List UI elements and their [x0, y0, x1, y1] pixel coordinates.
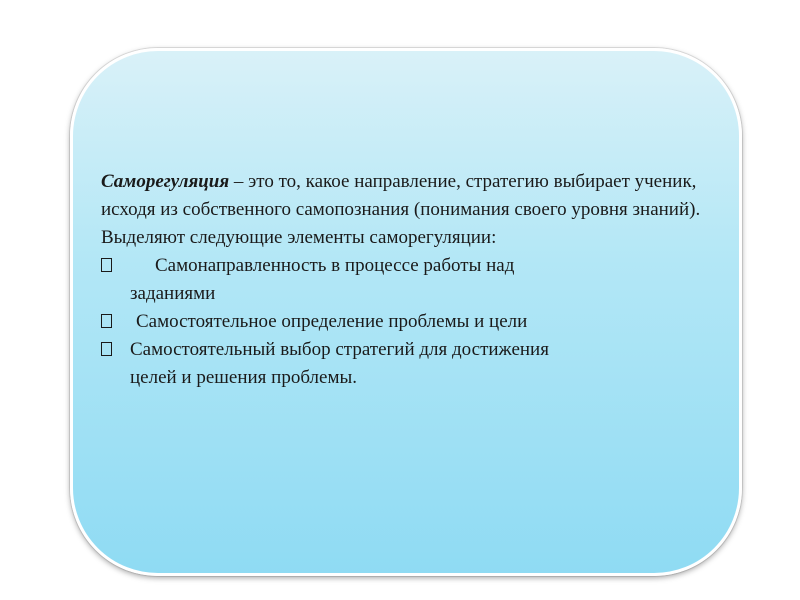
list-item-line: Самостоятельный выбор стратегий для достижения [130, 339, 549, 360]
intro-text: – это то, какое направление, стратегию выбирает ученик, исходя из собственного самопознания (понимания своего уровня знаний). Выделяют следующие элементы саморегуляции: [101, 171, 701, 248]
list-item [101, 336, 701, 392]
box-bullet-icon [101, 342, 112, 356]
list-item-line: Самостоятельное определение проблемы и цели [136, 311, 528, 332]
intro-paragraph [101, 168, 701, 252]
box-bullet-icon [101, 314, 112, 328]
list-item-line: заданиями [130, 283, 216, 304]
text-block [101, 168, 701, 392]
list-item-line: Самонаправленность в процессе работы над [155, 255, 515, 276]
elements-list [101, 252, 701, 392]
term-title: Саморегуляция [101, 171, 230, 192]
list-item [101, 252, 701, 308]
list-item-line: целей и решения проблемы. [130, 367, 357, 388]
box-bullet-icon [101, 258, 112, 272]
list-item [101, 308, 701, 336]
